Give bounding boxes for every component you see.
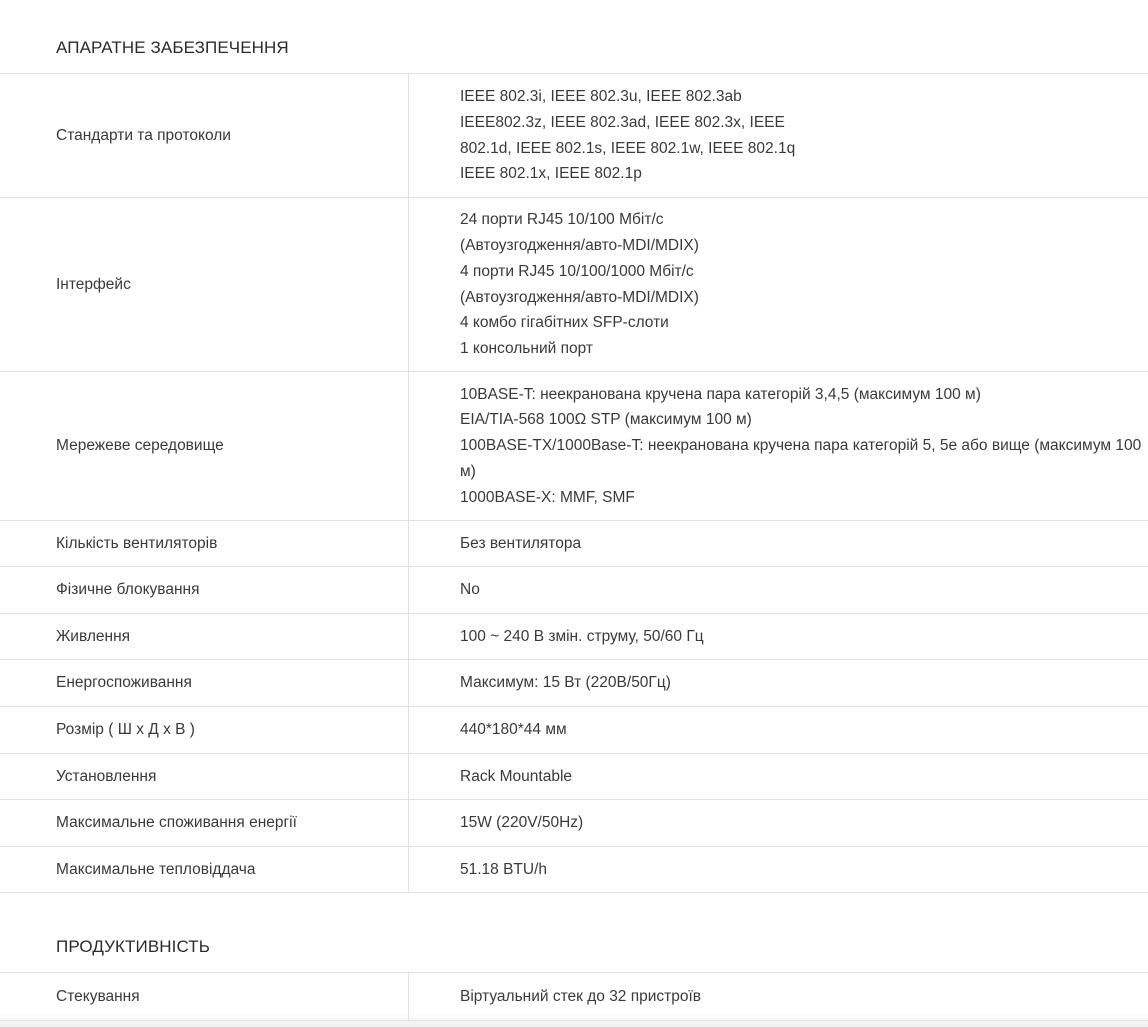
spec-value-line: (Автоузгодження/авто-MDI/MDIX) bbox=[460, 288, 699, 306]
spec-row-physical-lock bbox=[0, 567, 1148, 614]
spec-value-line: 802.1d, IEEE 802.1s, IEEE 802.1w, IEEE 802.1q bbox=[460, 139, 796, 157]
spec-value-line: IEEE 802.3i, IEEE 802.3u, IEEE 802.3ab bbox=[460, 88, 742, 106]
spec-label: Фізичне блокування bbox=[0, 567, 409, 613]
spec-value bbox=[409, 614, 1148, 659]
spec-label: Розмір ( Ш x Д x В ) bbox=[0, 707, 409, 753]
spec-value-line: 4 порти RJ45 10/100/1000 Мбіт/с bbox=[460, 262, 694, 280]
spec-row-power-consumption bbox=[0, 660, 1148, 707]
spec-row-power-supply bbox=[0, 614, 1148, 660]
spec-value-line: IEEE 802.1x, IEEE 802.1p bbox=[460, 165, 642, 183]
spec-row-heat-dissipation bbox=[0, 847, 1148, 893]
spec-row-mounting bbox=[0, 754, 1148, 800]
spec-value bbox=[409, 847, 1148, 892]
spec-value-line: 100 ~ 240 В змін. струму, 50/60 Гц bbox=[460, 627, 704, 645]
spec-label: Стандарти та протоколи bbox=[0, 74, 409, 197]
spec-value-line: (Автоузгодження/авто-MDI/MDIX) bbox=[460, 237, 699, 255]
spec-value-line: Без вентилятора bbox=[460, 534, 582, 552]
spec-label: Енергоспоживання bbox=[0, 660, 409, 706]
spec-value-line: Віртуальний стек до 32 пристроїв bbox=[460, 987, 702, 1005]
spec-row-max-power bbox=[0, 800, 1148, 847]
spec-row-network-media bbox=[0, 372, 1148, 521]
spec-row-fans bbox=[0, 521, 1148, 567]
spec-value bbox=[409, 372, 1148, 520]
spec-value bbox=[409, 754, 1148, 799]
spec-value bbox=[409, 567, 1148, 613]
spec-row-interface bbox=[0, 198, 1148, 372]
section-title-performance: ПРОДУКТИВНІСТЬ bbox=[56, 937, 211, 956]
spec-value bbox=[409, 198, 1148, 371]
spec-table-hardware bbox=[0, 73, 1148, 893]
spec-value-line: 15W (220V/50Hz) bbox=[460, 814, 584, 832]
spec-value-line: Rack Mountable bbox=[460, 767, 573, 785]
spec-value-line: IEEE802.3z, IEEE 802.3ad, IEEE 802.3x, IEEE bbox=[460, 113, 785, 131]
spec-label: Установлення bbox=[0, 754, 409, 799]
spec-label: Максимальне споживання енергії bbox=[0, 800, 409, 846]
spec-label: Живлення bbox=[0, 614, 409, 659]
spec-label: Максимальне тепловіддача bbox=[0, 847, 409, 892]
spec-row-dimensions bbox=[0, 707, 1148, 754]
spec-value-line: 1000BASE-X: MMF, SMF bbox=[460, 488, 635, 506]
spec-value bbox=[409, 800, 1148, 846]
spec-value-line: 100BASE-TX/1000Base-T: неекранована кручена пара категорій 5, 5е або вище (максимум 100 м) bbox=[460, 437, 1142, 480]
spec-value-line: No bbox=[460, 581, 480, 599]
spec-value-line: 1 консольний порт bbox=[460, 339, 593, 357]
spec-row-standards bbox=[0, 74, 1148, 198]
spec-value-line: 4 комбо гігабітних SFP-слоти bbox=[460, 314, 669, 332]
spec-value bbox=[409, 74, 1148, 197]
spec-value bbox=[409, 521, 1148, 566]
spec-value bbox=[409, 707, 1148, 753]
spec-value-line: 10BASE-T: неекранована кручена пара категорій 3,4,5 (максимум 100 м) bbox=[460, 385, 981, 403]
spec-value-line: Максимум: 15 Вт (220В/50Гц) bbox=[460, 674, 671, 692]
spec-label: Інтерфейс bbox=[0, 198, 409, 371]
section-title-hardware: АПАРАТНЕ ЗАБЕЗПЕЧЕННЯ bbox=[56, 38, 289, 57]
spec-label: Мережеве середовище bbox=[0, 372, 409, 520]
spec-value-line: EIA/TIA-568 100Ω STP (максимум 100 м) bbox=[460, 411, 752, 429]
spec-value bbox=[409, 660, 1148, 706]
spec-label: Кількість вентиляторів bbox=[0, 521, 409, 566]
spec-value-line: 24 порти RJ45 10/100 Мбіт/с bbox=[460, 211, 664, 229]
spec-label: Стекування bbox=[0, 973, 409, 1020]
spec-value-line: 51.18 BTU/h bbox=[460, 860, 548, 878]
bottom-scroll-shadow bbox=[0, 1013, 1148, 1027]
spec-value-line: 440*180*44 мм bbox=[460, 721, 567, 739]
